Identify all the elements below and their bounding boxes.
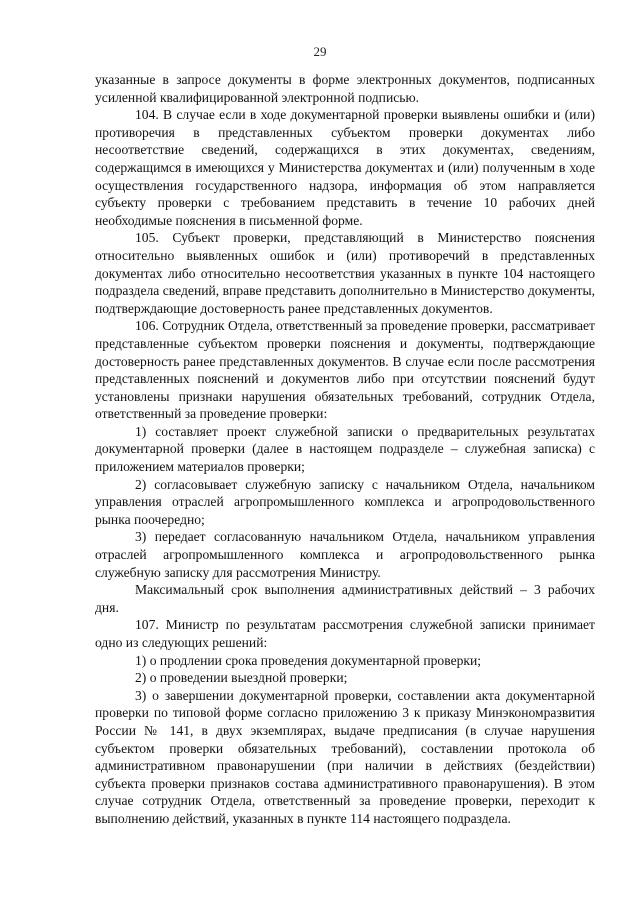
list-item-107-1: 1) о продлении срока проведения документарной проверки; [135,652,482,668]
paragraph-continuation: указанные в запросе документы в форме электронных документов, подписанных усиленной квалифицированной электронной подписью. [95,72,595,105]
paragraph-107: 107. Министр по результатам рассмотрения служебной записки принимает одно из следующих решений: [95,617,595,650]
list-item-107-3: 3) о завершении документарной проверки, составлении акта документарной проверки по типовой форме согласно приложению 3 к приказу Минэкономразвития России № 141, в двух экземплярах, выдаче предписания (в случае нарушения субъектом проверки обязательных требований), составлении протокола об административном правонарушении (при наличии в действиях (бездействии) субъекта проверки признаков состава административного правонарушения). В этом случае сотрудник Отдела, ответственный за проведение проверки, переходит к выполнению действий, указанных в пункте 114 настоящего подраздела. [95,687,595,826]
paragraph-104: 104. В случае если в ходе документарной проверки выявлены ошибки и (или) противоречия в представленных субъектом проверки документах либо несоответствие сведений, содержащихся в этих документах, сведениям, содержащимся в имеющихся у Министерства документах и (или) полученным в ходе осуществления государственного надзора, информация об этом направляется субъекту проверки с требованием представить в течение 10 рабочих дней необходимые пояснения в письменной форме. [95,107,595,228]
list-item-106-2: 2) согласовывает служебную записку с начальником Отдела, начальником управления отраслей агропромышленного комплекса и агропродовольственного рынка поочередно; [95,476,595,527]
page-number: 29 [313,44,327,59]
list-item-106-1: 1) составляет проект служебной записки о предварительных результатах документарной проверки (далее в настоящем подразделе – служебная записка) с приложением материалов проверки; [95,423,595,475]
document-body [95,71,595,828]
paragraph-105: 105. Субъект проверки, представляющий в Министерство пояснения относительно выявленных ошибок и (или) противоречий в представленных документах либо относительно несоответствия указанных в пункте 104 настоящего подраздела сведений, вправе представить дополнительно в Министерство документы, подтверждающие достоверность ранее представленных документов. [95,230,595,316]
paragraph-106: 106. Сотрудник Отдела, ответственный за проведение проверки, рассматривает представленные субъектом проверки пояснения и документы, подтверждающие достоверность ранее представленных документов. В случае если после рассмотрения представленных пояснений и документов либо при отсутствии пояснений будут установлены признаки нарушения обязательных требований, сотрудник Отдела, ответственный за проведение проверки: [95,318,595,422]
paragraph-max-term: Максимальный срок выполнения административных действий – 3 рабочих дня. [95,582,595,615]
list-item-107-2: 2) о проведении выездной проверки; [135,670,348,686]
list-item-106-3: 3) передает согласованную начальником Отдела, начальником управления отраслей агропромышленного комплекса и агропродовольственного рынка служебную записку для рассмотрения Министру. [95,529,595,580]
